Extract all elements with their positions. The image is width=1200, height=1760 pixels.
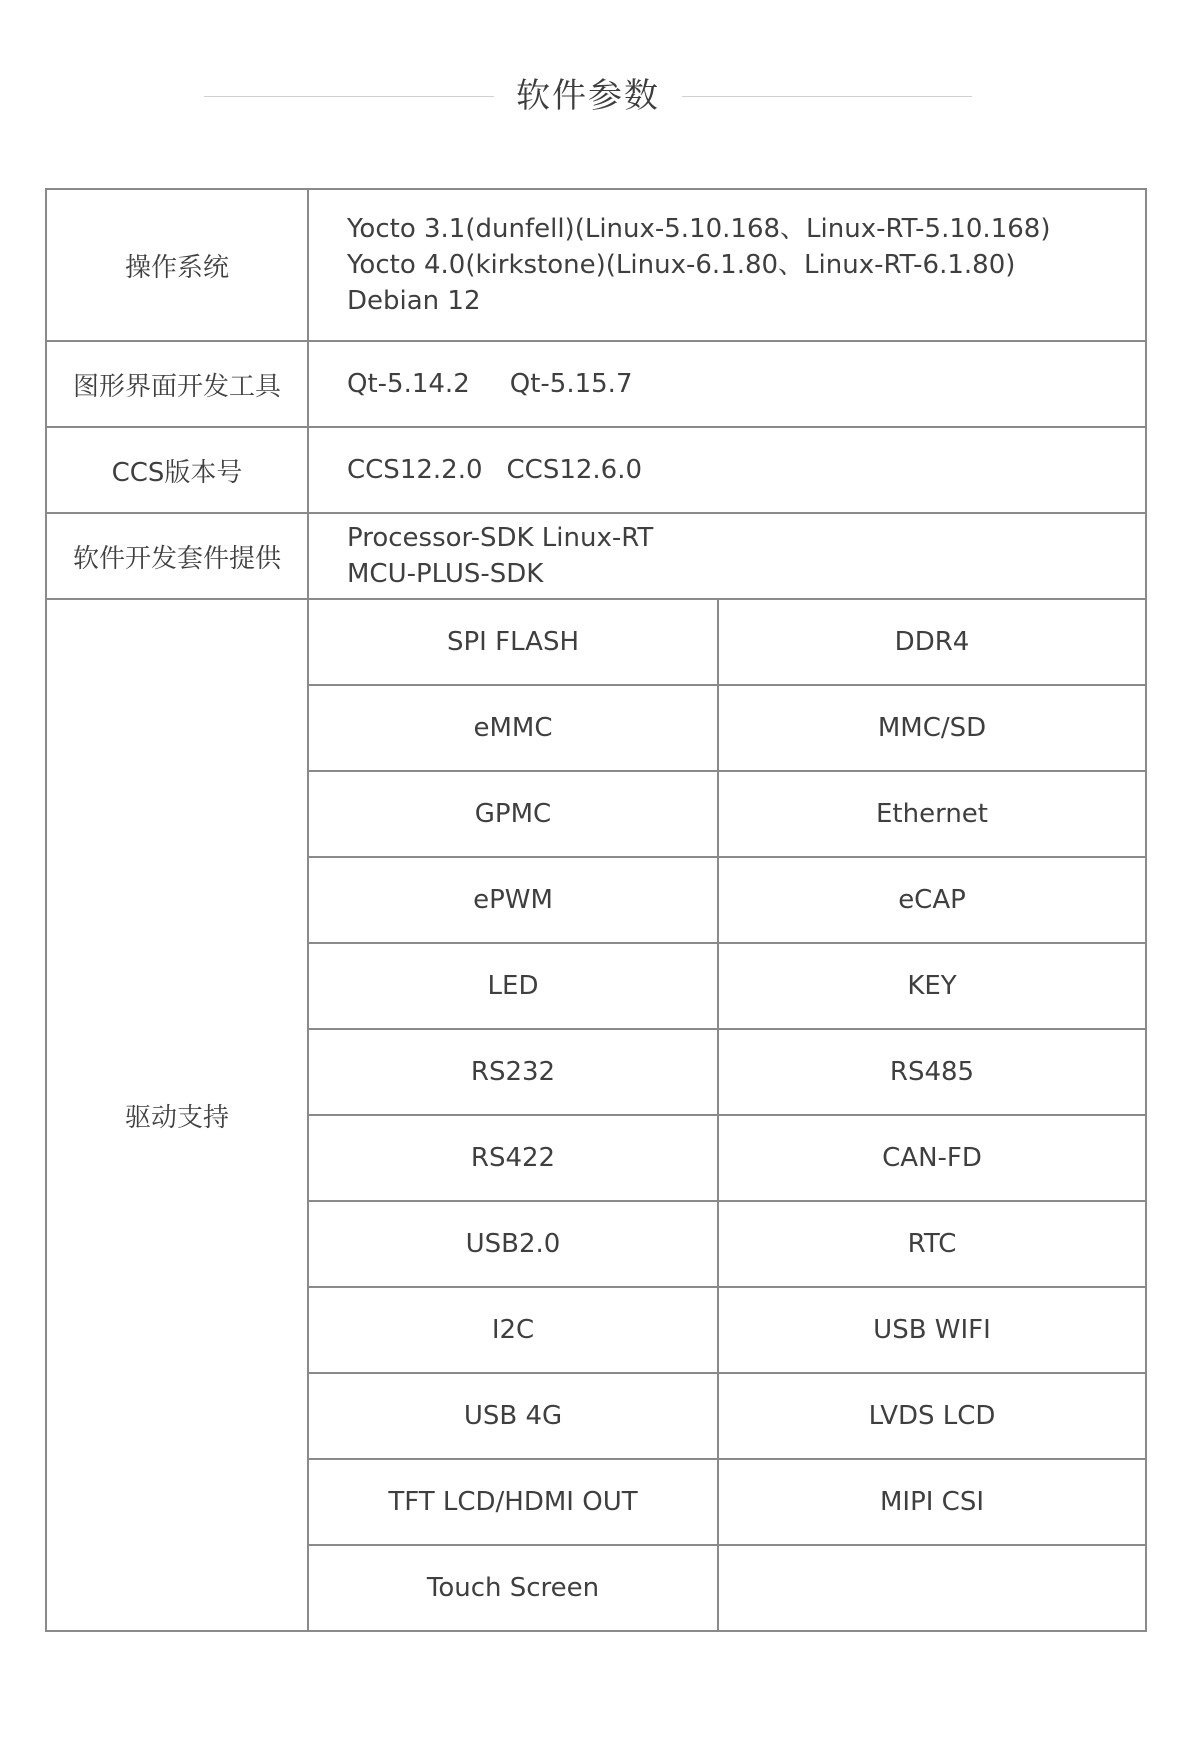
driver-item: RTC bbox=[718, 1201, 1146, 1287]
driver-item: LED bbox=[308, 943, 718, 1029]
software-spec-table bbox=[45, 188, 1147, 1632]
ccs-version: CCS12.6.0 bbox=[506, 455, 643, 485]
table-row-ccs bbox=[46, 427, 1146, 513]
driver-item: KEY bbox=[718, 943, 1146, 1029]
section-title-bar bbox=[204, 66, 972, 126]
driver-item: USB WIFI bbox=[718, 1287, 1146, 1373]
driver-item: RS485 bbox=[718, 1029, 1146, 1115]
driver-item: eCAP bbox=[718, 857, 1146, 943]
sdk-line: MCU-PLUS-SDK bbox=[347, 559, 544, 589]
table-row-sdk bbox=[46, 513, 1146, 599]
os-line: Yocto 3.1(dunfell)(Linux-5.10.168、Linux-RT-5.10.168) bbox=[347, 214, 1051, 244]
sdk-label: 软件开发套件提供 bbox=[46, 513, 308, 599]
title-divider-left bbox=[204, 96, 494, 97]
gui-version: Qt-5.15.7 bbox=[509, 369, 633, 399]
sdk-value bbox=[308, 513, 1146, 599]
driver-item: USB 4G bbox=[308, 1373, 718, 1459]
driver-item-empty bbox=[718, 1545, 1146, 1631]
table-row-os bbox=[46, 189, 1146, 341]
driver-item: SPI FLASH bbox=[308, 599, 718, 685]
driver-item: RS232 bbox=[308, 1029, 718, 1115]
gui-version: Qt-5.14.2 bbox=[347, 369, 470, 399]
driver-item: MIPI CSI bbox=[718, 1459, 1146, 1545]
title-divider-right bbox=[682, 96, 972, 97]
driver-item: Ethernet bbox=[718, 771, 1146, 857]
driver-item: USB2.0 bbox=[308, 1201, 718, 1287]
driver-item: Touch Screen bbox=[308, 1545, 718, 1631]
driver-item: I2C bbox=[308, 1287, 718, 1373]
drivers-label: 驱动支持 bbox=[46, 599, 308, 1631]
driver-item: DDR4 bbox=[718, 599, 1146, 685]
os-line: Debian 12 bbox=[347, 286, 481, 316]
os-line: Yocto 4.0(kirkstone)(Linux-6.1.80、Linux-RT-6.1.80) bbox=[347, 250, 1016, 280]
driver-item: GPMC bbox=[308, 771, 718, 857]
driver-item: TFT LCD/HDMI OUT bbox=[308, 1459, 718, 1545]
driver-item: RS422 bbox=[308, 1115, 718, 1201]
driver-item: CAN-FD bbox=[718, 1115, 1146, 1201]
gui-value bbox=[308, 341, 1146, 427]
driver-item: eMMC bbox=[308, 685, 718, 771]
ccs-label: CCS版本号 bbox=[46, 427, 308, 513]
driver-item: MMC/SD bbox=[718, 685, 1146, 771]
table-row-gui bbox=[46, 341, 1146, 427]
driver-item: ePWM bbox=[308, 857, 718, 943]
os-label: 操作系统 bbox=[46, 189, 308, 341]
page-title: 软件参数 bbox=[516, 76, 660, 116]
os-value bbox=[308, 189, 1146, 341]
sdk-line: Processor-SDK Linux-RT bbox=[347, 523, 654, 553]
table-row-driver bbox=[46, 599, 1146, 685]
gui-label: 图形界面开发工具 bbox=[46, 341, 308, 427]
ccs-version: CCS12.2.0 bbox=[347, 455, 483, 485]
ccs-value bbox=[308, 427, 1146, 513]
driver-item: LVDS LCD bbox=[718, 1373, 1146, 1459]
